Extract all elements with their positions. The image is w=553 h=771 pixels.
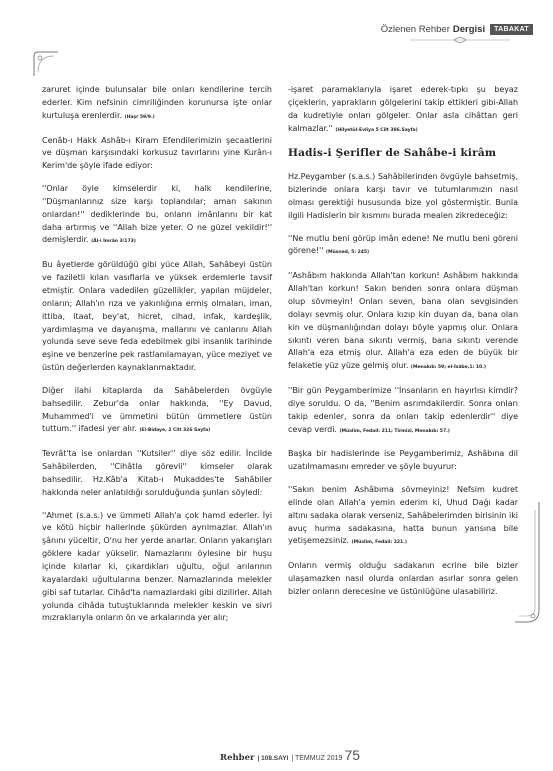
quote-paragraph: ''Onlar öyle kimselerdir ki, halk kendilerine, ''Düşmanlarınız size karşı toplandılar; aman sakının onlardan!'' dediklerinde bu, onların imânlarını bir kat daha artırmış ve ''Allah bize yeter. O ne güzel vekildir!'' demişlerdir. (Âl-i İmrân 3/173): [42, 184, 272, 245]
page-footer: [220, 747, 360, 763]
citation: (Haşr 59/9.): [124, 114, 155, 120]
hadith-paragraph: ''Sakın benim Ashâbıma sövmeyiniz! Nefsim kudret elinde olan Allah'a yemin ederim ki, Uhud Dağı kadar altını sadaka olarak verseniz, Sahâbelerimden birisinin iki avuç hurma sadakasına, hatta bunun yarısına bile yetişemezsiniz. (Müslim, Fedail: 221.): [288, 485, 518, 546]
right-column: [288, 84, 518, 609]
paragraph: Diğer ilahi kitaplarda da Sahâbelerden övgüyle bahsedilir. Zebur'da onlar hakkında, ''Ey Davud, Muhammed'i ve ümmetini bütün ümmetlere üstün tuttum.'' ifadesi yer alır. (El-Bidaye, 2 Cilt 326 Sayfa): [42, 385, 272, 434]
citation: (Menakıb: 59; el-İsâbe,1: 10.): [410, 365, 486, 371]
citation: (Hilyetül-Evliya 5 Cilt 386.Sayfa): [335, 127, 418, 133]
paragraph: Başka bir hadislerinde ise Peygamberimiz, Ashâbına dil uzatılmamasını emreder ve şöyle buyurur:: [288, 449, 518, 472]
quote-paragraph: ''Ahmet (s.a.s.) ve ümmeti Allah'a çok hamd ederler. İyi ve kötü hiçbir hallerinde şükürden ayrılmazlar. Allah'ın şânını yüceltir, O'nu her yerde anarlar. Onların yakarışları göklere kadar yükselir. Namazlarını öylesine bir huşu içinde kılarlar ki, çıkardıkları uğultu, oğul arılarının kayalardaki uğultularına benzer. Namazlarında melekler gibi saf tutarlar. Cihâd'ta namazlardaki gibi dizilirler. Allah yolunda cihâda tutuştuklarında melekler keskin ve sivri mızraklarıyla onların ön ve arkalarında yer alır;: [42, 510, 272, 623]
citation: (Müslim, Fedail: 221.): [351, 540, 407, 546]
section-badge: TABAKAT: [490, 24, 533, 35]
hadith-paragraph: ''Ne mutlu beni görüp imân edene! Ne mutlu beni göreni görene!'' (Müsned, 5: 245): [288, 233, 518, 256]
quote-paragraph: -işaret paramaklarıyla işaret ederek-tıpkı şu beyaz çiçeklerin, yaprakların gölgelerini takip ettikleri gibi-Allah da kudretiyle onları gölgeler. Onlar asla cihâttan geri kalmazlar.'' (Hilyetül-Evliya 5 Cilt 386.Sayfa): [288, 85, 518, 133]
corner-ornament-icon: [30, 48, 60, 78]
citation: (Müslim, Fedail: 211; Tirmizi, Menakıb: 57.): [339, 428, 450, 434]
page-header: [381, 24, 533, 35]
header-ornament-icon: [410, 36, 510, 44]
paragraph: zaruret içinde bulunsalar bile onları kendilerine tercih ederler. Kim nefsinin cimriliğinden korunursa işte onlar kurtuluşa erenlerdir. (Haşr 59/9.): [42, 85, 272, 120]
magazine-name: Dergisi: [452, 24, 486, 35]
paragraph: Bu âyetlerde görüldüğü gibi yüce Allah, Sahâbeyi üstün ve faziletli kılan vasıflarla ve yüksek erdemlerle tavsif etmiştir. Onlara vadedilen güzellikler, yapılan müjdeler, onların; Allah'ın rıza ve yakınlığına ermiş olmaları, iman, ittiba, itaat, bey'at, hicret, cihad, infak, kardeşlik, yardımlaşma ve dayanışma, mallarını ve canlarını Allah yolunda seve seve feda edebilmek gibi insanlık tarihinde eşine ve benzerine pek rastlanılamayan, yüce meziyet ve üstün değerlerden kaynaklanmaktadır.: [42, 260, 272, 373]
left-column: [42, 84, 272, 635]
hadith-paragraph: ''Bir gün Peygamberimize ''İnsanların en hayırlısı kimdir? diye soruldu. O da, ''Benim asrımdakilerdir. Sonra onları takip edenler, sonra da onları takip edenlerdir'' diye cevap verdi. (Müslim, Fedail: 211; Tirmizi, Menakıb: 57.): [288, 386, 518, 434]
footer-brand: Rehber: [220, 753, 255, 763]
hadith-paragraph: ''Ashâbım hakkında Allah'tan korkun! Ashâbım hakkında Allah'tan korkun! Sakın benden sonra onlara düşman olup sövmeyin! Onları seven, bana olan sevgisinden dolayı sevmiş olur. Onlara kızıp kin duyan da, bana olan kin ve düşmanlığından dolayı böyle yapmış olur. Onlara sıkıntı veren bana sıkıntı vermiş, bana sıkıntı verende Allah'a eza etmiş olur. Allah'a eza eden de büyük bir felaketle yüz yüze gelmiş olur. (Menakıb: 59; el-İsâbe,1: 10.): [288, 271, 518, 371]
footer-date: | TEMMUZ 2019: [291, 755, 343, 762]
paragraph: Hz.Peygamber (s.a.s.) Sahâbilerinden övgüyle bahsetmiş, bizlerinde onlara karşı tavır ve tutumlarımızın nasıl olması gerektiği hususunda bize yol göstermiştir. Bunla ilgili Hadislerin bir kısmını burada mealen zikredeceğiz:: [288, 172, 518, 220]
paragraph: Onların vermiş olduğu sadakanın ecrine bile bizler ulaşamazken nasıl olurda onlardan asırlar sonra gelen bizler onların derecesine ve üstünlüğüne ulasabiliriz.: [288, 561, 518, 596]
page-number: 75: [344, 747, 361, 763]
paragraph: Tevrât'ta ise onlardan ''Kutsiler'' diye söz edilir. İncilde Sahâbilerden, ''Cihâtla görevli'' kimseler olarak bahsedilir. Hz.Kâb'a Kitab-ı Mukaddes'te Sahâbiler hakkında neler anlatıldığı sorulduğunda şunları söyledi:: [42, 449, 272, 497]
section-heading: Hadis-i Şerifler de Sahâbe-i kirâm: [288, 147, 497, 160]
footer-issue: | 108.SAYI: [257, 755, 289, 762]
magazine-prefix: Özlenen Rehber: [380, 24, 450, 35]
citation: (El-Bidaye, 2 Cilt 326 Sayfa): [139, 428, 211, 434]
citation: (Müsned, 5: 245): [325, 250, 370, 256]
paragraph: Cenâb-ı Hakk Ashâb-ı Kiram Efendilerimizin şecaatlerini ve düşman karşısındaki korkusuz tavırlarını yine Kurân-ı Kerim'de şöyle ifade ediyor:: [42, 135, 272, 171]
citation: (Âl-i İmrân 3/173): [91, 239, 136, 245]
side-ornament-icon: [513, 500, 543, 630]
